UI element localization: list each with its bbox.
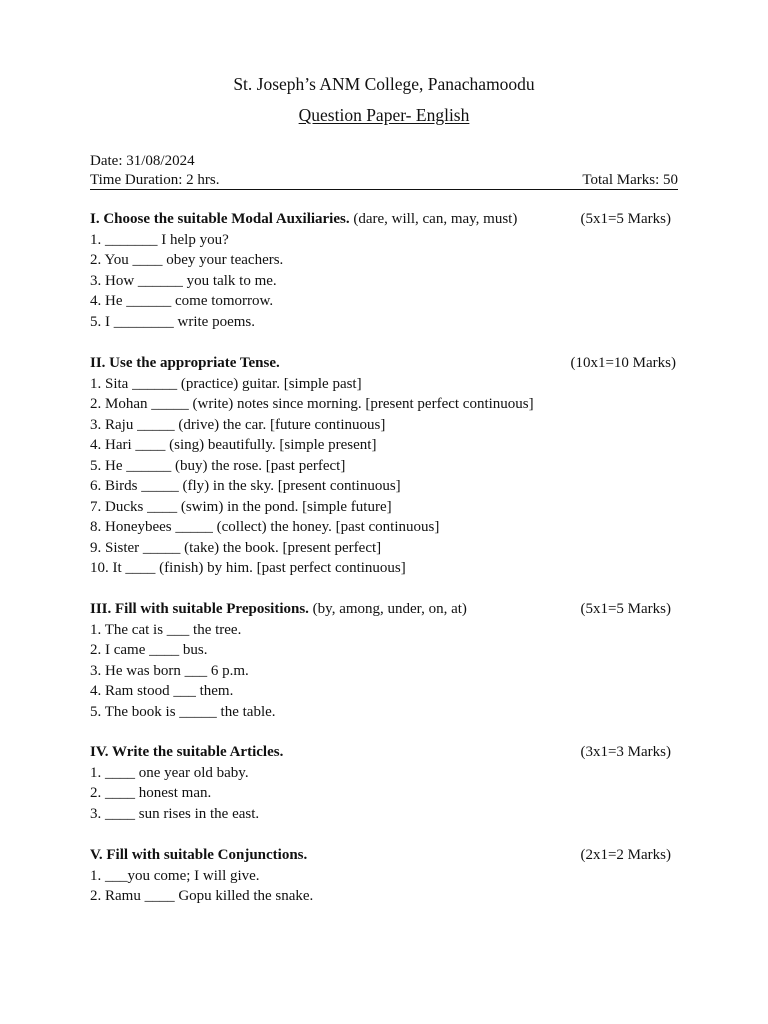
section-marks: (5x1=5 Marks) [580,601,671,617]
question-item: 1. The cat is ___ the tree. [90,621,242,638]
meta-row [90,171,678,190]
section-marks: (3x1=3 Marks) [580,744,671,760]
paper-meta [90,152,678,190]
section-tense [90,353,678,579]
question-item: 2. ____ honest man. [90,785,212,801]
time-duration: Time Duration: 2 hrs. [90,172,220,188]
question-item: 3. Raju _____ (drive) the car. [future continuous] [90,416,386,433]
college-name: St. Joseph’s ANM College, Panachamoodu [233,74,535,94]
question-item: 3. He was born ___ 6 p.m. [90,662,249,679]
section-modal-auxiliaries [90,209,678,332]
section-title: I. Choose the suitable Modal Auxiliaries. [90,211,350,227]
total-marks: Total Marks: 50 [582,172,678,188]
question-item: 3. ____ sun rises in the east. [90,805,260,822]
section-heading [90,209,678,230]
section-prepositions [90,599,678,722]
question-item: 2. Ramu ____ Gopu killed the snake. [90,888,314,904]
section-articles [90,742,678,824]
section-marks: (5x1=5 Marks) [580,211,671,227]
section-heading [90,599,678,620]
question-item: 1. ____ one year old baby. [90,764,249,781]
question-item: 2. Mohan _____ (write) notes since morning. [present perfect continuous] [90,396,534,412]
section-marks: (10x1=10 Marks) [570,355,676,371]
section-options: (dare, will, can, may, must) [349,211,518,227]
question-item: 8. Honeybees _____ (collect) the honey. [past continuous] [90,519,440,535]
section-marks: (2x1=2 Marks) [580,847,671,863]
question-item: 3. How ______ you talk to me. [90,272,277,289]
paper-title-text: Question Paper- English [298,105,470,125]
question-item: 4. Hari ____ (sing) beautifully. [simple present] [90,437,377,453]
section-title: III. Fill with suitable Prepositions. [90,601,309,617]
question-item: 5. He ______ (buy) the rose. [past perfect] [90,457,346,474]
header-divider [90,189,678,190]
question-item: 6. Birds _____ (fly) in the sky. [present continuous] [90,478,401,494]
paper-title [90,104,678,126]
question-item: 4. Ram stood ___ them. [90,683,234,699]
question-item: 2. You ____ obey your teachers. [90,252,284,268]
question-item: 9. Sister _____ (take) the book. [present perfect] [90,539,382,556]
exam-date: Date: 31/08/2024 [90,153,195,169]
section-conjunctions [90,845,678,907]
question-item: 10. It ____ (finish) by him. [past perfect continuous] [90,560,406,576]
section-title: IV. Write the suitable Articles. [90,744,284,760]
section-options: (by, among, under, on, at) [308,601,467,617]
question-item: 1. Sita ______ (practice) guitar. [simple past] [90,375,362,392]
section-title: II. Use the appropriate Tense. [90,355,280,371]
question-item: 1. _______ I help you? [90,231,229,248]
section-heading [90,353,678,374]
section-heading [90,845,678,866]
section-title: V. Fill with suitable Conjunctions. [90,847,308,863]
section-heading [90,742,678,763]
question-item: 4. He ______ come tomorrow. [90,293,274,309]
question-item: 2. I came ____ bus. [90,642,208,658]
question-item: 5. I ________ write poems. [90,313,255,330]
question-item: 5. The book is _____ the table. [90,703,276,720]
question-item: 7. Ducks ____ (swim) in the pond. [simple future] [90,498,392,515]
question-item: 1. ___you come; I will give. [90,867,260,884]
